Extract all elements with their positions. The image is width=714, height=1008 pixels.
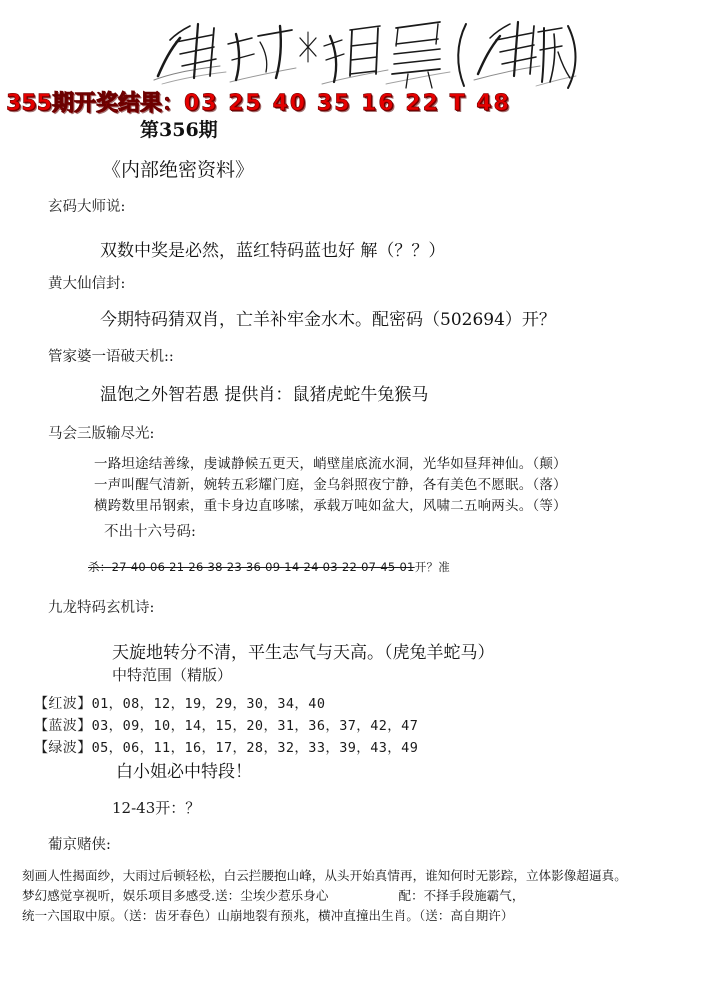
wave-numbers-red: 01，08，12，19，29，30，34，40: [91, 696, 326, 712]
wave-row-red: [34, 692, 325, 713]
footer-line-2-right: 配：不择手段施霸气，: [398, 888, 525, 903]
footer-line-2: [22, 886, 525, 904]
footer-line-1: 刻画人性揭面纱，大雨过后顿轻松，白云拦腰抱山峰，从头开始真情再，谁知何时无影踪，立体影像超逼真。: [22, 868, 627, 883]
wave-tag-blue: 【蓝波】: [34, 718, 92, 734]
kill-numbers: 27 40 06 21 26 38 23 36 09 14 24 03 22 07 45 01: [111, 560, 415, 574]
kill-prefix: 杀：: [88, 560, 112, 574]
section-label-mahui: 马会三版输尽光:: [48, 426, 155, 442]
footer-line-3: 统一六国取中原。（送：齿牙春色）山崩地裂有预兆，横冲直撞出生肖。（送：高自期许）: [22, 908, 514, 923]
open-number-line: 12-43开：？: [112, 799, 201, 817]
section-label-guanjiapo: 管家婆一语破天机::: [48, 349, 174, 365]
section-label-huangdaxian: 黄大仙信封:: [48, 276, 126, 292]
poem-line-2: 一声叫醒气清新，婉转五彩耀门庭，金乌斜照夜宁静，各有美色不愿眠。（落）: [94, 477, 567, 493]
wave-numbers-green: 05，06，11，16，17，28，32，33，39，43，49: [91, 740, 419, 756]
section-line-huangdaxian: 今期特码猜双肖，亡羊补牢金水木。配密码（502694）开？: [100, 310, 556, 330]
result-numbers: 03 25 40 35 16 22 T 48: [183, 91, 511, 116]
brush-title-artwork: [140, 12, 580, 94]
wave-numbers-blue: 03，09，10，14，15，20，31，36，37，42，47: [91, 718, 419, 734]
footer-line-2-left: 梦幻感觉享视听，娱乐项目多感受.送：尘埃少惹乐身心: [22, 888, 329, 903]
wave-tag-red: 【红波】: [34, 696, 92, 712]
section-line-guanjiapo: 温饱之外智若愚 提供肖：鼠猪虎蛇牛兔猴马: [100, 385, 429, 405]
section-label-pujing: 葡京赌侠:: [48, 837, 111, 853]
jiulong-range-label: 中特范围（精版）: [112, 666, 233, 684]
result-label: 355期开奖结果：: [6, 91, 184, 116]
poem-line-1: 一路坦途结善缘，虔诚静候五更天，峭壁崖底流水洞，光华如昼拜神仙。（颠）: [94, 456, 567, 472]
lottery-result-line: [6, 86, 706, 117]
section-line-xuanma: 双数中奖是必然，蓝红特码蓝也好 解（？？）: [100, 241, 446, 261]
jiulong-poem: 天旋地转分不清，平生志气与天高。（虎兔羊蛇马）: [112, 643, 495, 663]
issue-number: 第356期: [140, 119, 218, 141]
wave-tag-green: 【绿波】: [34, 740, 92, 756]
kill-numbers-line: [88, 559, 450, 575]
page-title: 《内部绝密资料》: [102, 159, 255, 181]
poem-line-3: 横跨数里吊钢索，重卡身边直哆嗦，承载万吨如盆大，风啸二五响两头。（等）: [94, 498, 567, 514]
kill-suffix: 开？准: [414, 560, 451, 574]
wave-row-blue: [34, 714, 418, 735]
no-sixteen-label: 不出十六号码:: [104, 524, 196, 540]
section-label-xuanma: 玄码大师说:: [48, 199, 126, 215]
section-label-jiulong: 九龙特码玄机诗:: [48, 600, 155, 616]
bai-xiaojie-line: 白小姐必中特段！: [116, 762, 252, 782]
wave-row-green: [34, 736, 418, 757]
